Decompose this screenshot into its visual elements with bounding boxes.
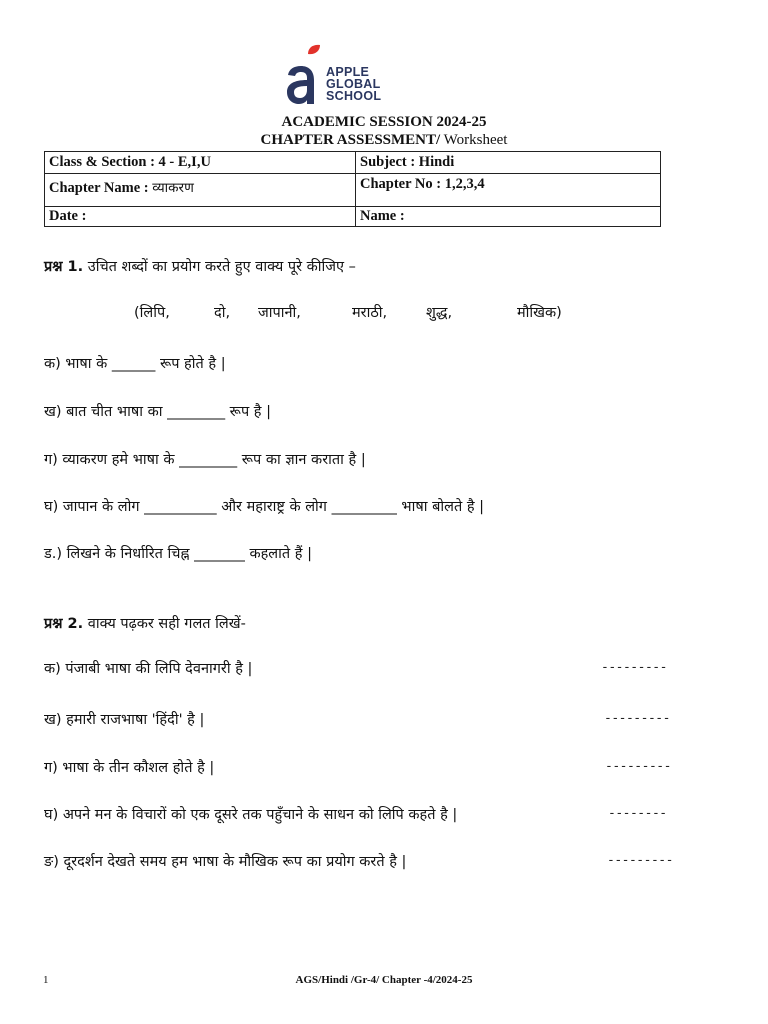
word-bank-item: मौखिक) <box>517 305 562 321</box>
q2-number: प्रश्न 2. <box>44 616 84 632</box>
title-bold: CHAPTER ASSESSMENT/ <box>260 132 441 148</box>
q2-item-4: घ) अपने मन के विचारों को एक दूसरे तक पहुँचाने के साधन को लिपि कहते है | <box>44 807 458 823</box>
q2-answer-blank: --------- <box>605 759 671 774</box>
q1-text: उचित शब्दों का प्रयोग करते हुए वाक्य पूरे कीजिए – <box>83 259 356 275</box>
chapter-no-cell: Chapter No : 1,2,3,4 <box>356 174 661 207</box>
school-logo <box>286 44 406 106</box>
apple-logo-icon <box>286 44 326 106</box>
table-row <box>45 207 661 227</box>
footer-text: AGS/Hindi /Gr-4/ Chapter -4/2024-25 <box>295 974 473 986</box>
chapter-name-value: व्याकरण <box>152 180 194 196</box>
name-cell: Name : <box>356 207 661 227</box>
info-table <box>44 151 661 227</box>
chapter-name-label: Chapter Name : <box>49 180 153 196</box>
logo-line-3: SCHOOL <box>326 89 382 103</box>
q2-item-3: ग) भाषा के तीन कौशल होते है | <box>44 760 215 776</box>
q2-heading <box>44 613 246 633</box>
title-light: Worksheet <box>440 132 508 148</box>
q1-item-5: ड.) लिखने के निर्धारित चिह्न _______ कहलाते हैं | <box>44 546 312 562</box>
word-bank-item: शुद्ध, <box>426 305 453 321</box>
session-heading: ACADEMIC SESSION 2024-25 <box>281 114 487 130</box>
page-number: 1 <box>43 974 49 986</box>
q2-item-2: ख) हमारी राजभाषा 'हिंदी' है | <box>44 712 205 728</box>
q2-item-1: क) पंजाबी भाषा की लिपि देवनागरी है | <box>44 661 253 677</box>
word-bank-item: (लिपि, <box>134 305 170 321</box>
q1-heading <box>44 256 356 276</box>
table-row <box>45 174 661 207</box>
subject-cell: Subject : Hindi <box>356 152 661 174</box>
q2-answer-blank: --------- <box>604 711 670 726</box>
q1-item-2: ख) बात चीत भाषा का ________ रूप है | <box>44 404 271 420</box>
worksheet-title <box>0 132 768 149</box>
q2-answer-blank: --------- <box>601 660 667 675</box>
table-row <box>45 152 661 174</box>
q2-item-5: ङ) दूरदर्शन देखते समय हम भाषा के मौखिक रूप का प्रयोग करते है | <box>44 854 407 870</box>
q2-text: वाक्य पढ़कर सही गलत लिखें- <box>83 616 246 632</box>
logo-line-2: GLOBAL <box>326 77 381 91</box>
q2-answer-blank: --------- <box>607 853 673 868</box>
q1-item-4: घ) जापान के लोग __________ और महाराष्ट्र के लोग _________ भाषा बोलते है | <box>44 499 485 515</box>
word-bank-item: दो, <box>214 305 231 321</box>
date-cell: Date : <box>45 207 356 227</box>
chapter-name-cell <box>45 174 356 207</box>
word-bank-item: जापानी, <box>258 305 301 321</box>
class-section-cell: Class & Section : 4 - E,I,U <box>45 152 356 174</box>
word-bank-item: मराठी, <box>352 305 388 321</box>
logo-line-1: APPLE <box>326 65 370 79</box>
q1-number: प्रश्न 1. <box>44 259 84 275</box>
logo-wordmark <box>326 66 381 102</box>
q1-item-3: ग) व्याकरण हमे भाषा के ________ रूप का ज्ञान कराता है | <box>44 452 366 468</box>
q2-answer-blank: -------- <box>608 806 667 821</box>
q1-item-1: क) भाषा के ______ रूप होते है | <box>44 356 226 372</box>
